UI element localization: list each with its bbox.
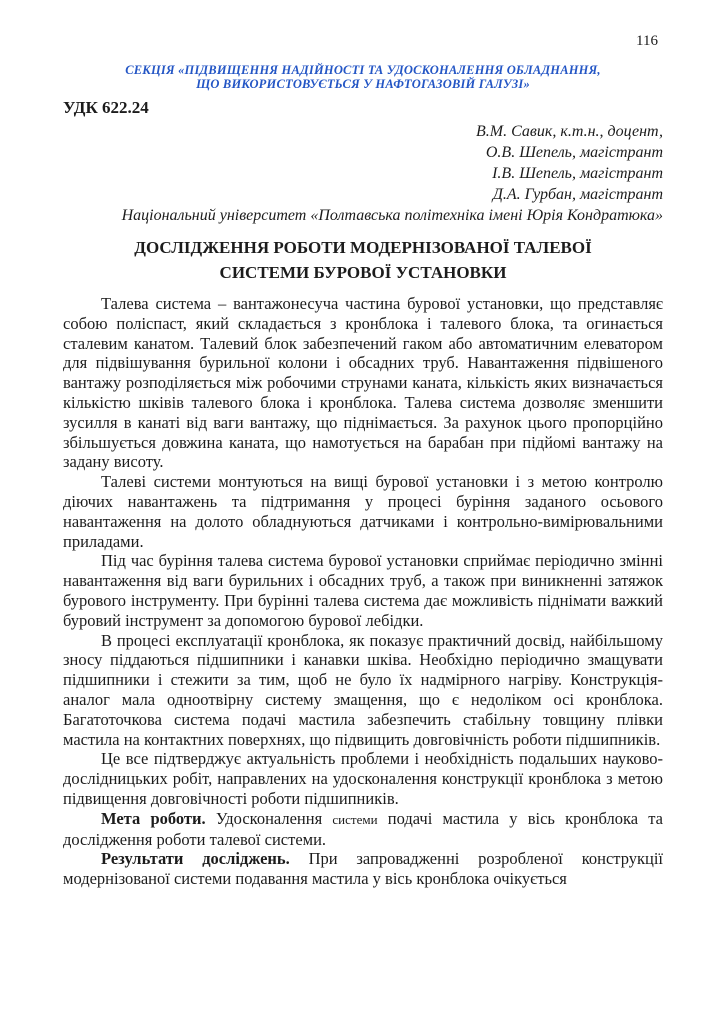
article-title <box>63 235 663 285</box>
authors-block <box>63 121 663 226</box>
author-line: В.М. Савик, к.т.н., доцент, <box>476 123 663 140</box>
article-title-line-1: ДОСЛІДЖЕННЯ РОБОТИ МОДЕРНІЗОВАНОЇ ТАЛЕВОЇ <box>134 238 592 257</box>
body-paragraph <box>63 849 663 889</box>
body-paragraph: В процесі експлуатації кронблока, як показує практичний досвід, найбільшому зносу піддаються підшипники і канавки шківа. Необхідно періодично змащувати підшипники і стежити за тим, щоб не було їх надмірного нагріву. Конструкція-аналог мала одноотвірну систему змащення, що є недоліком осі кронблока. Багатоточкова система подачі мастила забезпечить стабільну товщину плівки мастила на контактних поверхнях, що підвищить довговічність роботи підшипників. <box>63 630 663 749</box>
paragraph-lead: Результати досліджень. <box>101 849 290 869</box>
paragraph-text: Удосконалення <box>215 808 333 828</box>
paragraph-lead: Мета роботи. <box>101 808 206 828</box>
section-header <box>63 64 663 91</box>
body-paragraph: Під час буріння талева система бурової установки сприймає періодично змінні навантаження від ваги бурильних і обсадних труб, а також при виникненні затяжок бурового інструменту. При бурінні талева система дає можливість піднімати важкий буровий інструмент за допомогою бурової лебідки. <box>63 551 663 630</box>
article-title-line-2: СИСТЕМИ БУРОВОЇ УСТАНОВКИ <box>219 263 507 282</box>
body-paragraph: Це все підтверджує актуальність проблеми і необхідність подальших науково-дослідницьких робіт, направлених на удосконалення конструкції кронблока з метою підвищення довговічності роботи підшипників. <box>63 749 663 808</box>
udc-code: УДК 622.24 <box>63 98 149 117</box>
section-header-line-1: СЕКЦІЯ «ПІДВИЩЕННЯ НАДІЙНОСТІ ТА УДОСКОНАЛЕННЯ ОБЛАДНАННЯ, <box>125 63 601 77</box>
author-line: О.В. Шепель, магістрант <box>485 144 663 161</box>
author-line: Д.А. Гурбан, магістрант <box>492 186 663 203</box>
article-body <box>63 294 663 889</box>
body-paragraph: Талева система – вантажонесуча частина бурової установки, що представляє собою поліспаст, який складається з кронблока і талевого блока, та огинається сталевим канатом. Талевий блок забезпечений гаком або автоматичним елеватором для підвішування бурильної колони і обсадних труб. Навантаження підвішеного вантажу розподіляється між робочими струнами каната, кількість яких визначається кількістю шківів талевого блока і кронблока. Талева система дозволяє зменшити зусилля в канаті від ваги вантажу, що піднімається. За рахунок цього пропорційно збільшується довжина каната, що намотується на барабан при підйомі вантажу на задану висоту. <box>63 294 663 472</box>
paragraph-text: подачі мастила у вісь кронблока та дослідження роботи талевої системи. <box>63 808 664 849</box>
body-paragraph <box>63 809 663 850</box>
affiliation-line: Національний університет «Полтавська політехніка імені Юрія Кондратюка» <box>121 207 663 224</box>
body-paragraph: Талеві системи монтуються на вищі бурової установки і з метою контролю діючих навантажень та підтримання у процесі буріння заданого осьового навантаження на долото обладнуються датчиками і контрольно-вимірювальними приладами. <box>63 472 663 551</box>
author-line: І.В. Шепель, магістрант <box>492 165 663 182</box>
paragraph-text-small: системи <box>332 811 378 827</box>
page-number: 116 <box>636 33 658 49</box>
section-header-line-2: ЩО ВИКОРИСТОВУЄТЬСЯ У НАФТОГАЗОВІЙ ГАЛУЗІ» <box>196 76 530 91</box>
paragraph-text: При запровадженні розробленої конструкції модернізованої системи подавання мастила у вісь кронблока очікується <box>63 849 663 889</box>
